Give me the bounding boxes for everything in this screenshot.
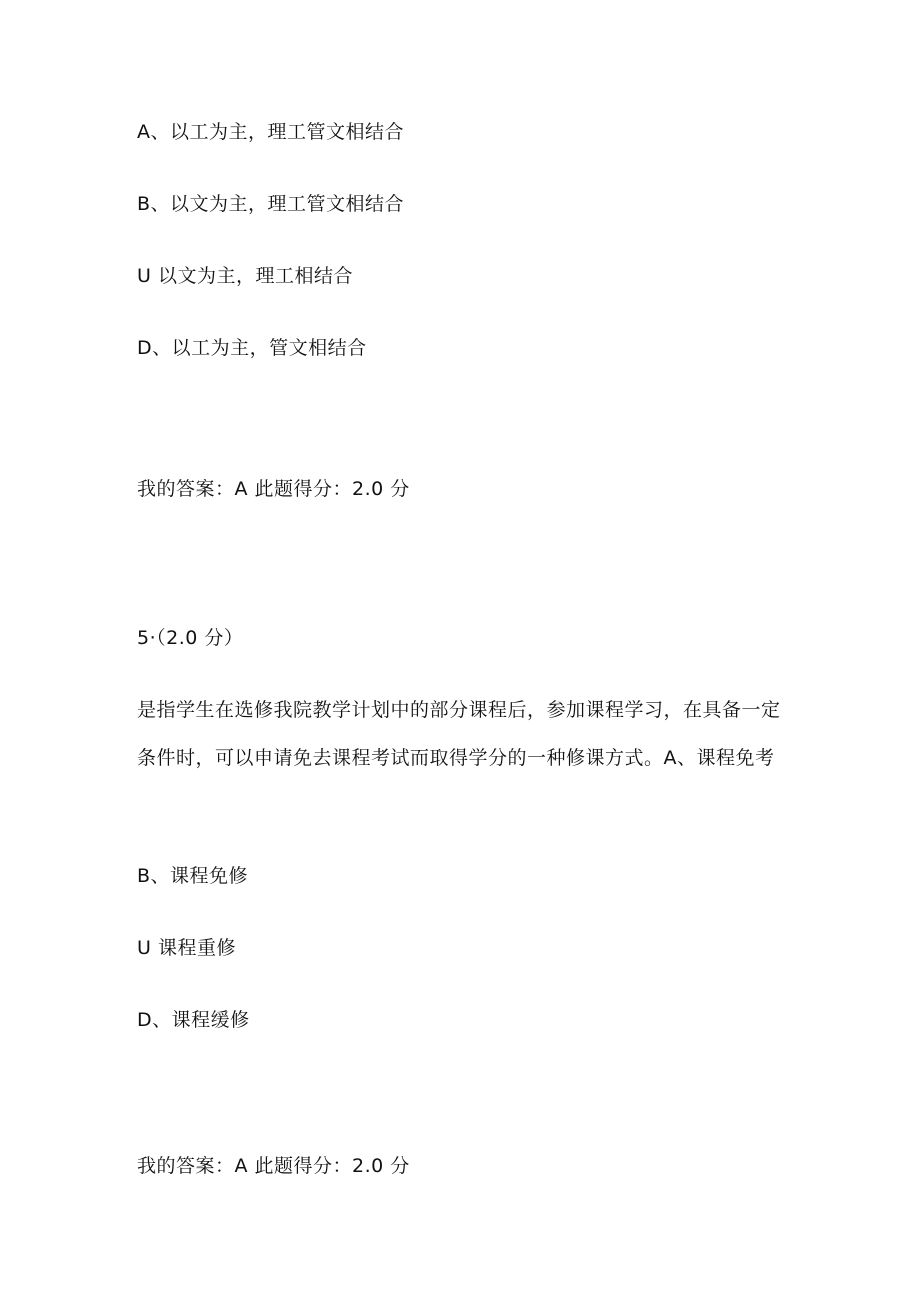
q4-option-d: D、以工为主，管文相结合 — [137, 337, 367, 359]
q5-header: 5·（2.0 分） — [137, 627, 244, 649]
q4-option-a: A、以工为主，理工管文相结合 — [137, 121, 404, 143]
q4-option-b: B、以文为主，理工管文相结合 — [137, 193, 405, 215]
q5-option-c: U 课程重修 — [137, 937, 236, 959]
q5-option-d: D、课程缓修 — [137, 1009, 250, 1031]
q4-answer-score: 我的答案：A 此题得分：2.0 分 — [137, 478, 410, 500]
q5-answer-score: 我的答案：A 此题得分：2.0 分 — [137, 1155, 410, 1177]
q5-option-b: B、课程免修 — [137, 865, 249, 887]
q4-option-c: U 以文为主，理工相结合 — [137, 265, 353, 287]
q5-stem: 是指学生在选修我院教学计划中的部分课程后，参加课程学习，在具备一定条件时，可以申请免去课程考试而取得学分的一种修课方式。A、课程免考 — [137, 699, 781, 769]
